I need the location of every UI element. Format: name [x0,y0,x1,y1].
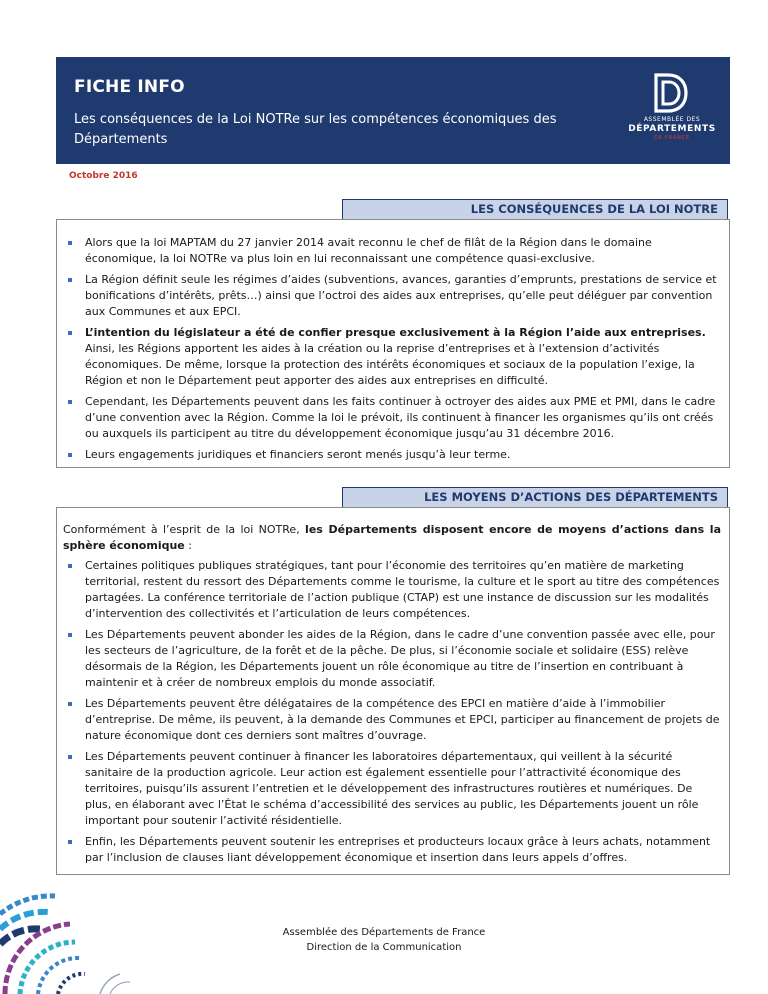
section1-box [56,219,730,468]
footer-line1: Assemblée des Départements de France [282,927,486,938]
list-item: Les Départements peuvent être délégataires de la compétence des EPCI en matière d’aide à l’immobilier d’entreprise. De même, ils peuvent, à la demande des Communes et EPCI, participer au financement de projets de nature économique dont ces derniers sont maîtres d’ouvrage. [57,696,729,744]
bullet-square-icon [68,840,72,844]
bullet-square-icon [68,241,72,245]
page-title: FICHE INFO [74,77,185,97]
list-item: L’intention du législateur a été de confier presque exclusivement à la Région l’aide aux entreprises. Ainsi, les Régions apportent les aides à la création ou la reprise d’entreprises et à l’extension d’activités économiques. De même, lorsque la protection des intérêts économiques et sociaux de la population l’exige, la Région et non le Département peut apporter des aides aux entreprises en difficulté. [57,325,729,389]
list-item: Enfin, les Départements peuvent soutenir les entreprises et producteurs locaux grâce à leurs achats, notamment par l’inclusion de clauses liant développement économique et insertion dans leurs appels d’offres. [57,834,729,866]
bullet-square-icon [68,278,72,282]
logo-line3: DE FRANCE [654,135,690,141]
list-item: Les Départements peuvent abonder les aides de la Région, dans le cadre d’une convention passée avec elle, pour les secteurs de l’agriculture, de la forêt et de la pêche. De plus, si l’économie sociale et solidaire (ESS) relève désormais de la Région, les Départements jouent un rôle économique au titre de l’insertion en contribuant à maintenir et à créer de nombreux emplois du monde associatif. [57,627,729,691]
section2-intro: Conformément à l’esprit de la loi NOTRe, les Départements disposent encore de moyens d’actions dans la sphère économique : [63,523,721,552]
bullet-square-icon [68,755,72,759]
list-item: Leurs engagements juridiques et financiers seront menés jusqu’à leur terme. [57,447,729,463]
logo-line1: ASSEMBLÉE DES [643,116,701,123]
publication-date: Octobre 2016 [69,171,138,181]
bullet-square-icon [68,564,72,568]
list-item: La Région définit seule les régimes d’aides (subventions, avances, garanties d’emprunts, prestations de service et bonifications d’intérêts, prêts…) ainsi que l’octroi des aides aux entreprises, qu’elle peut déléguer par convention aux Communes et aux EPCI. [57,272,729,320]
bullet-square-icon [68,331,72,335]
list-item: Alors que la loi MAPTAM du 27 janvier 2014 avait reconnu le chef de filât de la Région dans le domaine économique, la loi NOTRe va plus loin en lui reconnaissant une compétence quasi-exclusive. [57,235,729,267]
bullet-square-icon [68,453,72,457]
bullet-square-icon [68,633,72,637]
adf-logo [624,73,720,141]
section1-list [57,235,729,463]
logo-line2: DÉPARTEMENTS [628,124,716,134]
decorative-arcs-icon [0,874,150,994]
header-banner [56,57,730,164]
list-item: Cependant, les Départements peuvent dans les faits continuer à octroyer des aides aux PME et PMI, dans le cadre d’une convention avec la Région. Comme la loi le prévoit, ils continuent à financer les organismes qu’ils ont créés ou auxquels ils participent au titre du développement économique jusqu’au 31 décembre 2016. [57,394,729,442]
bullet-square-icon [68,702,72,706]
section2-heading: LES MOYENS D’ACTIONS DES DÉPARTEMENTS [342,487,728,507]
section2-box [56,507,730,875]
footer-line2: Direction de la Communication [306,942,462,953]
dd-logo-icon [653,73,691,113]
section2-list [57,558,729,866]
highlight-text: L’intention du législateur a été de confier presque exclusivement à la Région l’aide aux entreprises. [85,326,706,339]
page-subtitle: Les conséquences de la Loi NOTRe sur les compétences économiques des Départements [74,112,557,147]
list-item: Les Départements peuvent continuer à financer les laboratoires départementaux, qui veillent à la sécurité sanitaire de la production agricole. Leur action est également essentielle pour l’attractivité économique des territoires, puisqu’ils assurent l’entretien et le développement des infrastructures routières et numériques. De plus, en élaborant avec l’État le schéma d’accessibilité des services au public, les Départements jouent un rôle important pour soutenir l’activité résidentielle. [57,749,729,829]
section1-heading: LES CONSÉQUENCES DE LA LOI NOTRE [342,199,728,219]
list-item: Certaines politiques publiques stratégiques, tant pour l’économie des territoires qu’en matière de marketing territorial, restent du ressort des Départements comme le tourisme, la culture et le sport au titre des compétences partagées. La conférence territoriale de l’action publique (CTAP) est une instance de discussion sur les modalités d’intervention des collectivités et l’articulation de leurs compétences. [57,558,729,622]
bullet-square-icon [68,400,72,404]
